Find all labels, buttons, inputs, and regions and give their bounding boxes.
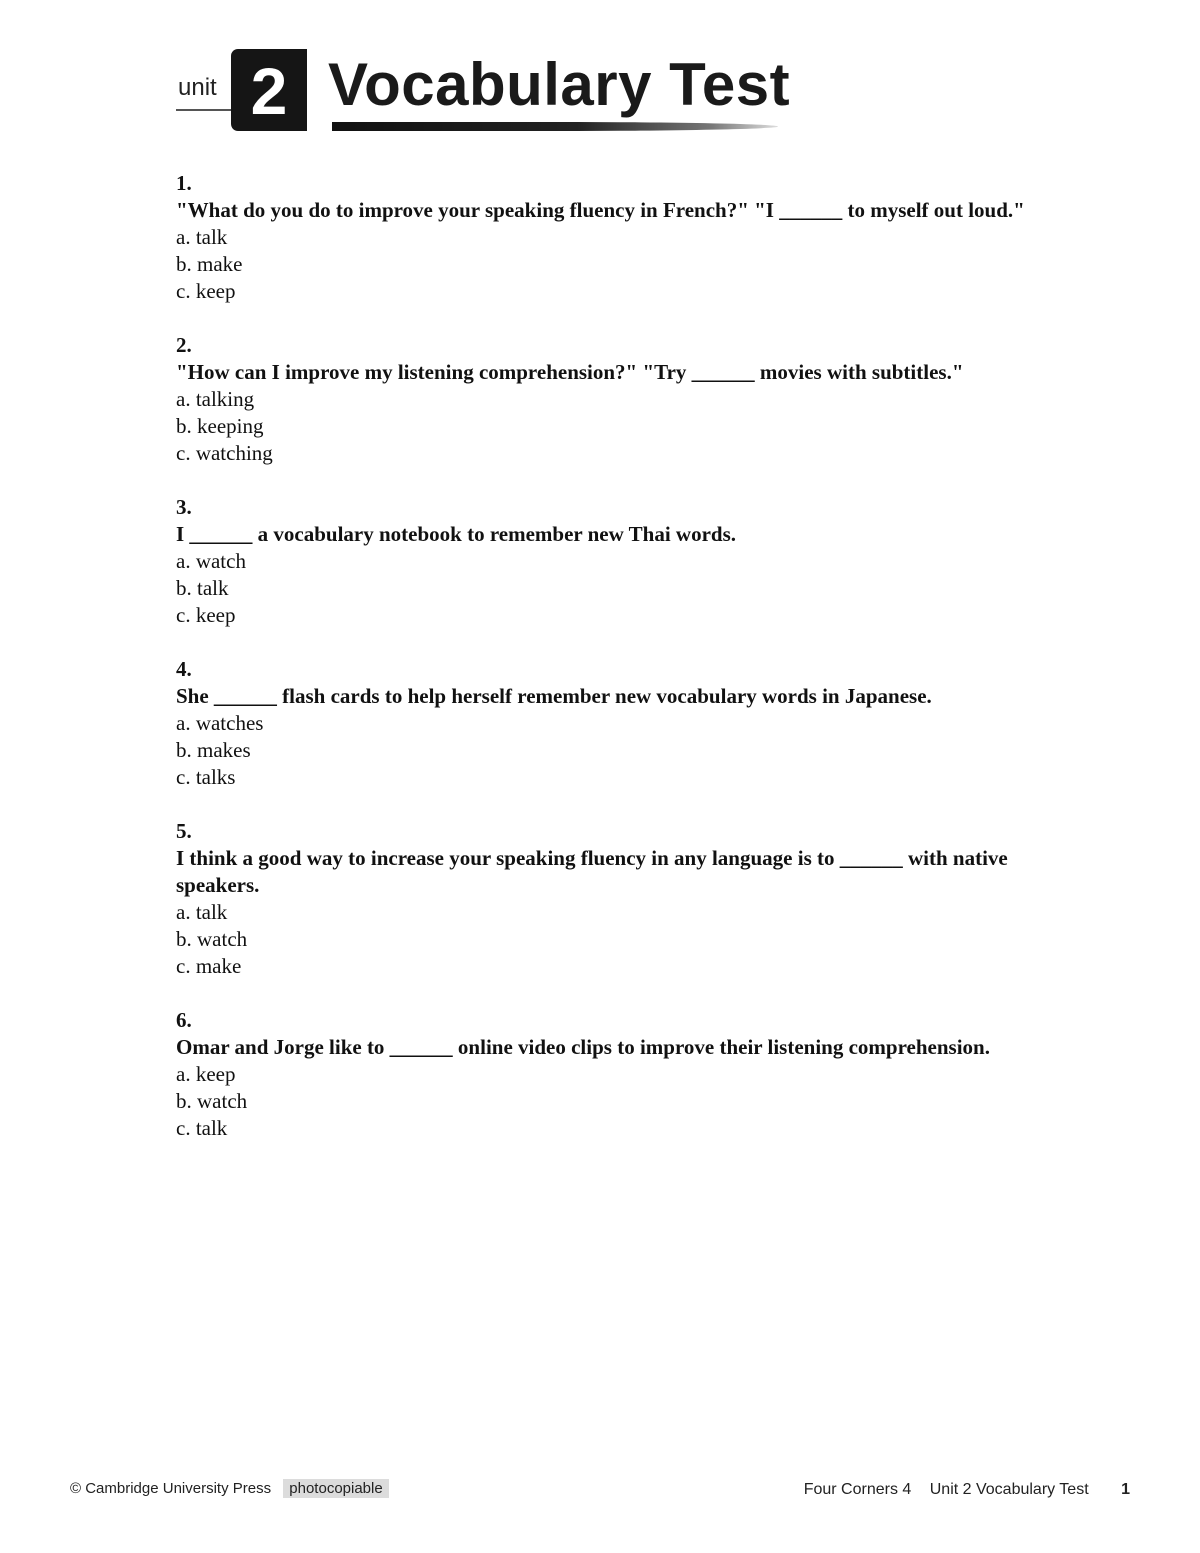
- book-title: Four Corners 4: [803, 1481, 912, 1498]
- question-2: [176, 332, 1056, 467]
- question-6: [176, 1007, 1056, 1142]
- question-3: [176, 494, 1056, 629]
- answer-option-a: a. talk: [176, 225, 228, 249]
- answer-option-b: b. keeping: [176, 414, 264, 438]
- page-number: 1: [1121, 1481, 1130, 1498]
- footer-copyright: [70, 1480, 389, 1497]
- question-prompt: "How can I improve my listening comprehension?" "Try ______ movies with subtitles.": [176, 360, 964, 384]
- answer-option-a: a. keep: [176, 1062, 236, 1086]
- answer-option-c: c. keep: [176, 603, 236, 627]
- unit-number-box: [231, 49, 307, 131]
- answer-option-b: b. make: [176, 252, 243, 276]
- question-number: 4.: [176, 657, 192, 681]
- answer-option-b: b. talk: [176, 576, 229, 600]
- unit-underline: [176, 109, 232, 111]
- page-header: [176, 48, 796, 138]
- question-number: 6.: [176, 1008, 192, 1032]
- answer-option-c: c. talk: [176, 1116, 228, 1140]
- question-number: 5.: [176, 819, 192, 843]
- answer-option-c: c. talks: [176, 765, 236, 789]
- question-number: 3.: [176, 495, 192, 519]
- question-prompt: I ______ a vocabulary notebook to remember new Thai words.: [176, 522, 737, 546]
- answer-option-c: c. keep: [176, 279, 236, 303]
- answer-option-a: a. talk: [176, 900, 228, 924]
- photocopiable-badge: photocopiable: [283, 1479, 388, 1498]
- answer-option-a: a. watch: [176, 549, 246, 573]
- answer-option-b: b. makes: [176, 738, 251, 762]
- section-title: Unit 2 Vocabulary Test: [929, 1481, 1089, 1498]
- footer-info: [804, 1481, 1130, 1499]
- question-prompt: She ______ flash cards to help herself remember new vocabulary words in Japanese.: [176, 684, 932, 708]
- question-prompt: "What do you do to improve your speaking fluency in French?" "I ______ to myself out loud.": [176, 198, 1025, 222]
- title-rule: [332, 122, 778, 131]
- question-number: 1.: [176, 171, 192, 195]
- answer-option-c: c. watching: [176, 441, 273, 465]
- copyright-text: © Cambridge University Press: [70, 1480, 272, 1497]
- answer-option-b: b. watch: [176, 927, 248, 951]
- question-list: [176, 170, 1056, 1169]
- question-1: [176, 170, 1056, 305]
- unit-label: unit: [178, 74, 217, 101]
- answer-option-a: a. talking: [176, 387, 255, 411]
- answer-option-c: c. make: [176, 954, 242, 978]
- question-prompt: Omar and Jorge like to ______ online video clips to improve their listening comprehension.: [176, 1035, 990, 1059]
- question-prompt: I think a good way to increase your speaking fluency in any language is to ______ with native speakers.: [176, 846, 1008, 897]
- unit-number: 2: [250, 54, 288, 128]
- answer-option-b: b. watch: [176, 1089, 248, 1113]
- question-number: 2.: [176, 333, 192, 357]
- answer-option-a: a. watches: [176, 711, 264, 735]
- question-5: [176, 818, 1056, 980]
- question-4: [176, 656, 1056, 791]
- page-title: Vocabulary Test: [328, 51, 791, 118]
